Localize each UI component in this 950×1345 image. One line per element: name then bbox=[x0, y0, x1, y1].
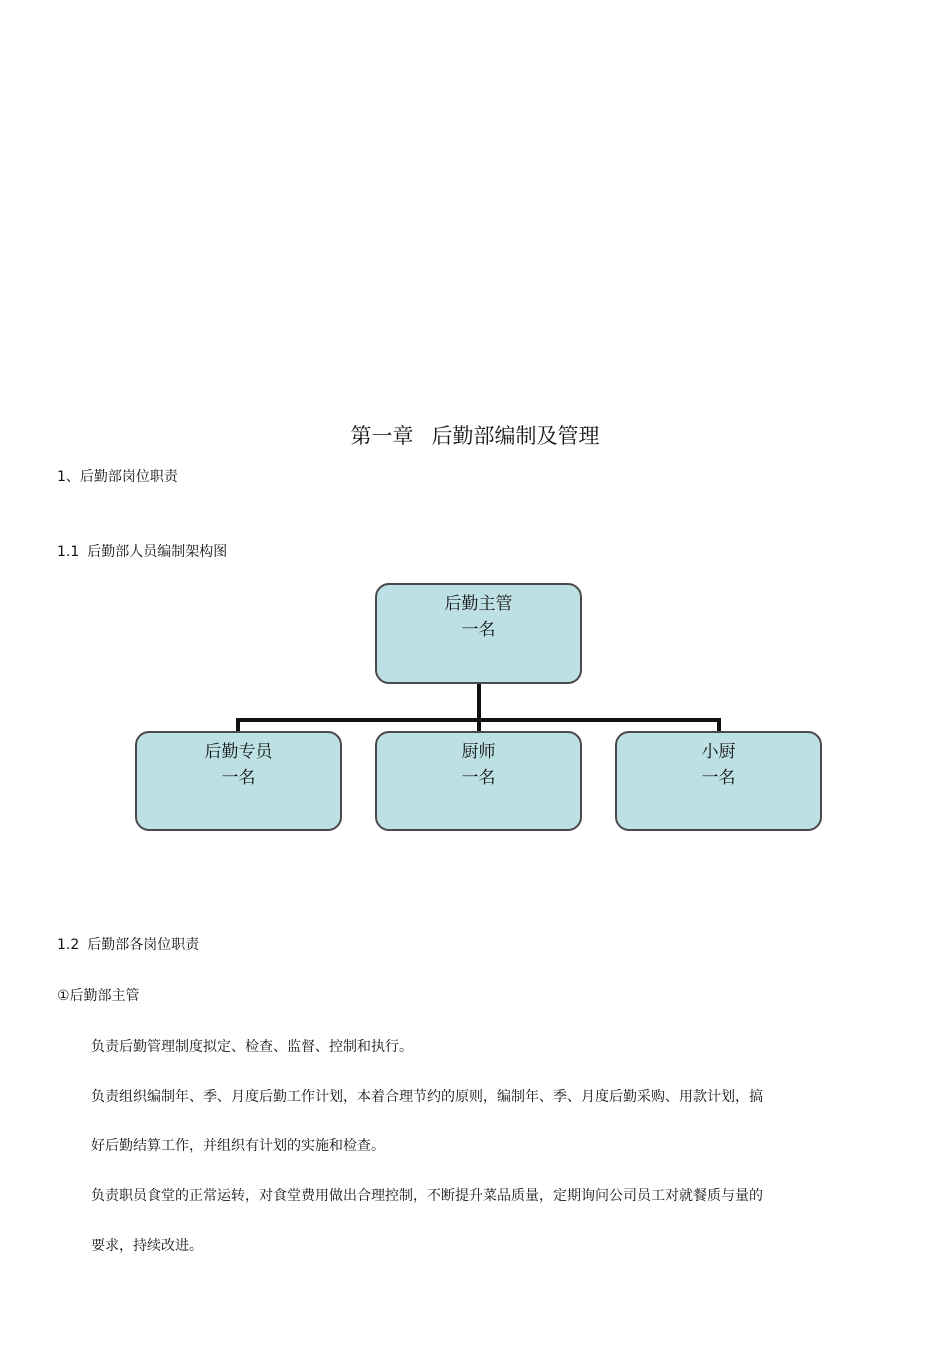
paragraph: 负责后勤管理制度拟定、检查、监督、控制和执行。 bbox=[91, 1039, 413, 1055]
org-box-count: 一名 bbox=[461, 768, 496, 788]
connector-horizontal bbox=[236, 718, 721, 722]
org-box-assistant-cook bbox=[615, 731, 822, 831]
section-title: 后勤部人员编制架构图 bbox=[87, 544, 228, 560]
section-number: 1.2 bbox=[57, 937, 80, 953]
chapter-name: 后勤部编制及管理 bbox=[431, 424, 600, 448]
chapter-title bbox=[0, 420, 950, 450]
org-box-count: 一名 bbox=[461, 620, 496, 640]
paragraph: 要求，持续改进。 bbox=[91, 1238, 203, 1254]
section-number: 1.1 bbox=[57, 544, 80, 560]
section-heading-1: 1、后勤部岗位职责 bbox=[57, 469, 178, 485]
section-heading-1-1 bbox=[57, 541, 227, 561]
chapter-number: 第一章 bbox=[350, 424, 414, 448]
org-box-count: 一名 bbox=[221, 768, 256, 788]
section-title: 后勤部各岗位职责 bbox=[87, 937, 200, 953]
connector-vertical-left bbox=[236, 718, 240, 731]
subsection-heading: ①后勤部主管 bbox=[57, 988, 140, 1004]
paragraph: 好后勤结算工作，并组织有计划的实施和检查。 bbox=[91, 1138, 385, 1154]
org-box-specialist bbox=[135, 731, 342, 831]
paragraph: 负责职员食堂的正常运转，对食堂费用做出合理控制，不断提升菜品质量，定期询问公司员工对就餐质与量的 bbox=[91, 1188, 763, 1204]
org-box-chef bbox=[375, 731, 582, 831]
section-heading-1-2 bbox=[57, 934, 199, 954]
org-box-title: 厨师 bbox=[461, 742, 496, 762]
org-box-title: 后勤专员 bbox=[204, 742, 273, 762]
org-box-title: 后勤主管 bbox=[444, 594, 513, 614]
org-box-supervisor bbox=[375, 583, 582, 684]
connector-vertical-right bbox=[717, 718, 721, 731]
paragraph: 负责组织编制年、季、月度后勤工作计划，本着合理节约的原则，编制年、季、月度后勤采购、用款计划，搞 bbox=[91, 1089, 763, 1105]
connector-vertical-main bbox=[477, 684, 481, 731]
org-box-title: 小厨 bbox=[701, 742, 736, 762]
org-box-count: 一名 bbox=[701, 768, 736, 788]
